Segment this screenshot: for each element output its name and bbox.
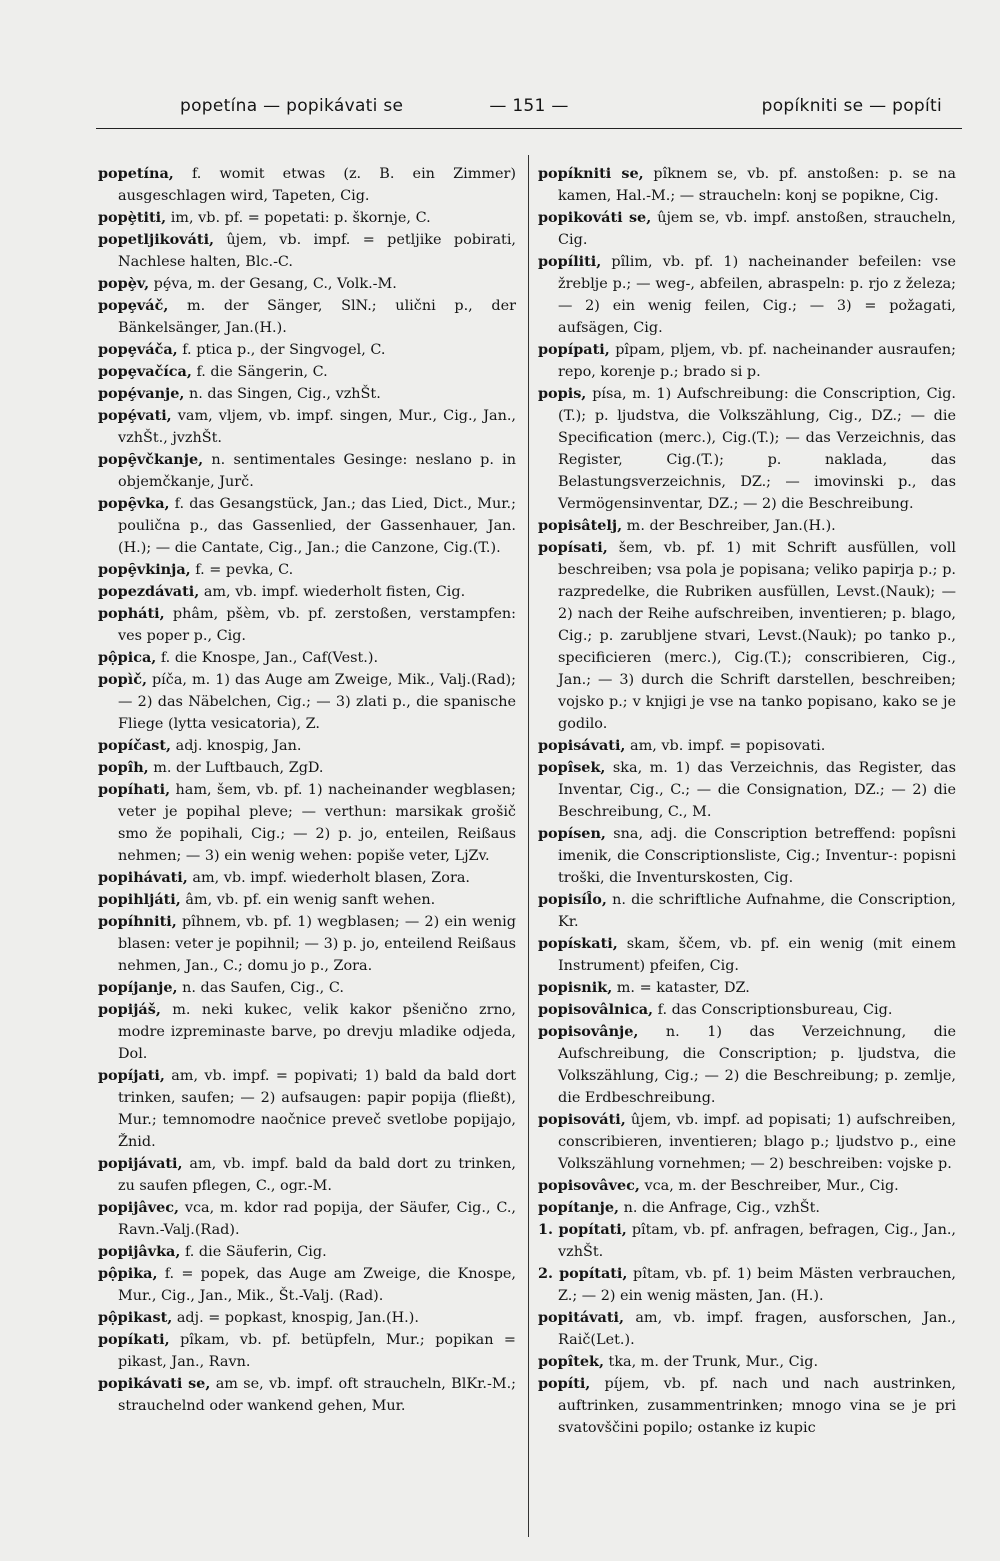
running-header bbox=[96, 92, 962, 120]
entry-headword: popis, bbox=[538, 385, 587, 402]
entry-definition: ûjem, vb. impf. = petljike pobirati, Nachlese halten, Blc.-C. bbox=[118, 232, 516, 270]
entry-headword: pộpica, bbox=[98, 649, 157, 666]
entry-headword: popisovâvec, bbox=[538, 1177, 640, 1194]
dictionary-entry bbox=[98, 911, 516, 977]
entry-headword: popíjanje, bbox=[98, 979, 178, 996]
entry-definition: am, vb. impf. wiederholt fisten, Cig. bbox=[199, 584, 466, 600]
dictionary-entry bbox=[538, 823, 956, 889]
page-number: — 151 — bbox=[489, 96, 569, 116]
entry-definition: šem, vb. pf. 1) mit Schrift ausfüllen, voll beschreiben; vsa pola je popisana; veliko papirja p.; p. razpredelke, die Rubriken ausfüllen, Levst.(Nauk); — 2) nach der Reihe aufschreiben, inventieren; p. blago, Cig.; p. zarubljene stvari, Levst.(Nauk); po tanko p., specificieren (merc.), Cig.(T.); conscribieren, Cig., Jan.; — 3) durch die Schrift darstellen, beschreiben; vojsko p.; v knjigi je vse na tanko popisano, kako se je godilo. bbox=[558, 540, 956, 732]
dictionary-entry bbox=[538, 1175, 956, 1197]
dictionary-entry bbox=[538, 383, 956, 515]
entry-definition: skam, ščem, vb. pf. ein wenig (mit einem Instrument) pfeifen, Cig. bbox=[558, 936, 956, 974]
right-column bbox=[538, 163, 956, 1439]
entry-headword: popísen, bbox=[538, 825, 606, 842]
dictionary-entry bbox=[98, 295, 516, 339]
dictionary-entry bbox=[98, 1197, 516, 1241]
header-rule bbox=[96, 128, 962, 129]
entry-definition: píjem, vb. pf. nach und nach austrinken, auftrinken, zusammentrinken; mnogo vina se je pri svatovščini popilo; ostanke iz kupic bbox=[558, 1376, 956, 1436]
entry-headword: popíliti, bbox=[538, 253, 602, 270]
entry-definition: f. das Gesangstück, Jan.; das Lied, Dict., Mur.; poulična p., das Gassenlied, der Gassenhauer, Jan.(H.); — die Cantate, Cig., Jan.; die Canzone, Cig.(T.). bbox=[118, 496, 516, 556]
entry-headword: popisíl̂o, bbox=[538, 891, 607, 908]
dictionary-entry bbox=[98, 977, 516, 999]
entry-definition: n. die Anfrage, Cig., vzhŠt. bbox=[619, 1200, 820, 1216]
dictionary-entry bbox=[98, 735, 516, 757]
header-left-guideword: popetína — popikávati se bbox=[180, 96, 404, 116]
entry-definition: pîknem se, vb. pf. anstoßen: p. se na kamen, Hal.-M.; — straucheln: konj se popikne, Cig. bbox=[558, 166, 957, 204]
entry-headword: popíčast, bbox=[98, 737, 172, 754]
entry-headword: popisnik, bbox=[538, 979, 613, 996]
entry-definition: píča, m. 1) das Auge am Zweige, Mik., Valj.(Rad); — 2) das Näbelchen, Cig.; — 3) zlati p., die spanische Fliege (lytta vesicatoria), Z. bbox=[118, 672, 516, 732]
entry-definition: ûjem, vb. impf. ad popisati; 1) aufschreiben, conscribieren, inventieren; blago p.; ljudstvo p., eine Volkszählung vornehmen; — 2) beschreiben: vojske p. bbox=[558, 1112, 956, 1172]
dictionary-entry bbox=[98, 603, 516, 647]
entry-headword: popísati, bbox=[538, 539, 608, 556]
entry-definition: f. das Conscriptionsbureau, Cig. bbox=[653, 1002, 893, 1018]
entry-definition: m. der Beschreiber, Jan.(H.). bbox=[622, 518, 836, 534]
entry-definition: n. das Singen, Cig., vzhŠt. bbox=[184, 386, 381, 402]
dictionary-entry bbox=[98, 581, 516, 603]
entry-headword: popîh, bbox=[98, 759, 149, 776]
dictionary-entry bbox=[98, 229, 516, 273]
entry-headword: popihljáti, bbox=[98, 891, 181, 908]
dictionary-entry bbox=[98, 361, 516, 383]
dictionary-entry bbox=[98, 1373, 516, 1417]
dictionary-entry bbox=[98, 493, 516, 559]
dictionary-entry bbox=[538, 1219, 956, 1263]
entry-definition: m. neki kukec, velik kakor pšenično zrno, modre izpreminaste barve, po drevju mladike odjeda, Dol. bbox=[118, 1002, 516, 1062]
entry-definition: f. die Säuferin, Cig. bbox=[180, 1244, 327, 1260]
entry-headword: popȩvačíca, bbox=[98, 363, 192, 380]
entry-definition: ûjem se, vb. impf. anstoßen, straucheln, Cig. bbox=[558, 210, 956, 248]
entry-definition: am, vb. impf. wiederholt blasen, Zora. bbox=[187, 870, 471, 886]
dictionary-entry bbox=[98, 647, 516, 669]
entry-headword: popisâtelj, bbox=[538, 517, 623, 534]
entry-definition: pȩ́va, m. der Gesang, C., Volk.-M. bbox=[149, 276, 397, 292]
dictionary-entry bbox=[98, 405, 516, 449]
dictionary-entry bbox=[538, 977, 956, 999]
dictionary-entry bbox=[538, 515, 956, 537]
entry-definition: m. = kataster, DZ. bbox=[612, 980, 750, 996]
left-column bbox=[98, 163, 516, 1417]
dictionary-entry bbox=[538, 1307, 956, 1351]
dictionary-entry bbox=[538, 1197, 956, 1219]
entry-definition: pîpam, pljem, vb. pf. nacheinander ausraufen; repo, korenje p.; brado si p. bbox=[558, 342, 956, 380]
entry-headword: popisováti, bbox=[538, 1111, 626, 1128]
column-divider bbox=[528, 155, 529, 1537]
entry-headword: popisovânje, bbox=[538, 1023, 639, 1040]
dictionary-entry bbox=[538, 1263, 956, 1307]
entry-definition: adj. = popkast, knospig, Jan.(H.). bbox=[172, 1310, 419, 1326]
entry-definition: f. ptica p., der Singvogel, C. bbox=[177, 342, 386, 358]
dictionary-entry bbox=[98, 207, 516, 229]
entry-definition: vca, m. der Beschreiber, Mur., Cig. bbox=[639, 1178, 899, 1194]
entry-headword: popítanje, bbox=[538, 1199, 619, 1216]
entry-headword: pộpikast, bbox=[98, 1309, 173, 1326]
entry-definition: písa, m. 1) Aufschreibung: die Conscription, Cig.(T.); p. ljudstva, die Volkszählung, Cig., DZ.; — die Specification (merc.), Cig.(T.); — das Verzeichnis, das Register, Cig.(T.); p. naklada, das Belastungsverzeichnis, DZ.; — imovinski p., das Vermögensinventar, DZ.; — 2) die Beschreibung. bbox=[558, 386, 956, 512]
entry-headword: popíhniti, bbox=[98, 913, 177, 930]
header-right-guideword: popíkniti se — popíti bbox=[761, 96, 942, 116]
dictionary-entry bbox=[98, 779, 516, 867]
entry-definition: vam, vljem, vb. impf. singen, Mur., Cig., Jan., vzhŠt., jvzhŠt. bbox=[118, 408, 516, 446]
dictionary-entry bbox=[538, 735, 956, 757]
entry-definition: vca, m. kdor rad popija, der Säufer, Cig., C., Ravn.-Valj.(Rad). bbox=[118, 1200, 516, 1238]
entry-definition: m. der Luftbauch, ZgD. bbox=[148, 760, 324, 776]
entry-headword: popíjati, bbox=[98, 1067, 165, 1084]
entry-definition: f. = pevka, C. bbox=[190, 562, 294, 578]
entry-headword: popezdávati, bbox=[98, 583, 200, 600]
entry-headword: popetína, bbox=[98, 165, 174, 182]
entry-headword: popȩ́vati, bbox=[98, 407, 172, 424]
entry-headword: popîsek, bbox=[538, 759, 606, 776]
entry-definition: ska, m. 1) das Verzeichnis, das Register, das Inventar, Cig., C.; — die Consignation, DZ.; — 2) die Beschreibung, C., M. bbox=[558, 760, 956, 820]
dictionary-entry bbox=[538, 757, 956, 823]
entry-definition: pîtam, vb. pf. anfragen, befragen, Cig., Jan., vzhŠt. bbox=[558, 1222, 956, 1260]
entry-headword: popikováti se, bbox=[538, 209, 652, 226]
entry-headword: popískati, bbox=[538, 935, 618, 952]
entry-headword: popípati, bbox=[538, 341, 610, 358]
entry-headword: popitávati, bbox=[538, 1309, 624, 1326]
dictionary-entry bbox=[538, 251, 956, 339]
entry-headword: popetljikováti, bbox=[98, 231, 215, 248]
dictionary-entry bbox=[98, 999, 516, 1065]
entry-headword: popháti, bbox=[98, 605, 165, 622]
dictionary-entry bbox=[98, 1307, 516, 1329]
entry-headword: popikávati se, bbox=[98, 1375, 211, 1392]
dictionary-entry bbox=[98, 867, 516, 889]
entry-definition: tka, m. der Trunk, Mur., Cig. bbox=[603, 1354, 819, 1370]
entry-headword: popíhati, bbox=[98, 781, 171, 798]
dictionary-entry bbox=[98, 1263, 516, 1307]
entry-definition: phâm, pšèm, vb. pf. zerstoßen, verstampfen: ves poper p., Cig. bbox=[118, 606, 516, 644]
entry-headword: popîtek, bbox=[538, 1353, 604, 1370]
entry-headword: popȩ̀v, bbox=[98, 275, 150, 292]
dictionary-entry bbox=[98, 1153, 516, 1197]
entry-headword: popȩ̑vkinja, bbox=[98, 561, 191, 578]
entry-headword: popȩ̀titi, bbox=[98, 209, 167, 226]
entry-headword: popȩ̑vka, bbox=[98, 495, 170, 512]
dictionary-entry bbox=[538, 889, 956, 933]
entry-definition: am se, vb. impf. oft straucheln, BlKr.-M.; strauchelnd oder wankend gehen, Mur. bbox=[118, 1376, 516, 1414]
entry-definition: f. die Sängerin, C. bbox=[191, 364, 328, 380]
dictionary-entry bbox=[98, 449, 516, 493]
entry-headword: popíkniti se, bbox=[538, 165, 644, 182]
dictionary-entry bbox=[98, 1329, 516, 1373]
dictionary-entry bbox=[98, 163, 516, 207]
entry-headword: popijávati, bbox=[98, 1155, 183, 1172]
entry-headword: 2. popítati, bbox=[538, 1265, 628, 1282]
dictionary-entry bbox=[98, 889, 516, 911]
entry-headword: popìč, bbox=[98, 671, 147, 688]
dictionary-entry bbox=[538, 163, 956, 207]
entry-definition: am, vb. impf. = popivati; 1) bald da bald dort trinken, saufen; — 2) aufsaugen: papir popija (fließt), Mur.; temnomodre naočnice preveč svetlobe popijajo, Žnid. bbox=[118, 1068, 516, 1150]
entry-definition: ham, šem, vb. pf. 1) nacheinander wegblasen; veter je popihal pleve; — verthun: marsikak grošič smo že popihali, Cig.; — 2) p. jo, enteilen, Reißaus nehmen; — 3) ein wenig wehen: popiše veter, LjZv. bbox=[118, 782, 516, 864]
dictionary-entry bbox=[98, 339, 516, 361]
entry-definition: adj. knospig, Jan. bbox=[171, 738, 302, 754]
entry-headword: popijâvka, bbox=[98, 1243, 181, 1260]
dictionary-entry bbox=[538, 537, 956, 735]
entry-definition: m. der Sänger, SlN.; ulični p., der Bänkelsänger, Jan.(H.). bbox=[118, 298, 516, 336]
dictionary-entry bbox=[98, 1241, 516, 1263]
dictionary-entry bbox=[538, 999, 956, 1021]
dictionary-entry bbox=[538, 1373, 956, 1439]
entry-headword: popisávati, bbox=[538, 737, 626, 754]
dictionary-entry bbox=[538, 339, 956, 383]
dictionary-entry bbox=[98, 273, 516, 295]
dictionary-entry bbox=[538, 933, 956, 977]
entry-headword: popȩ́vanje, bbox=[98, 385, 185, 402]
dictionary-entry bbox=[98, 669, 516, 735]
entry-headword: 1. popítati, bbox=[538, 1221, 627, 1238]
entry-definition: f. = popek, das Auge am Zweige, die Knospe, Mur., Cig., Jan., Mik., Št.-Valj. (Rad). bbox=[118, 1266, 516, 1304]
entry-headword: popijâvec, bbox=[98, 1199, 180, 1216]
entry-headword: popȩváč, bbox=[98, 297, 169, 314]
entry-headword: popȩ̑včkanje, bbox=[98, 451, 204, 468]
entry-definition: pîhnem, vb. pf. 1) wegblasen; — 2) ein wenig blasen: veter je popihnil; — 3) p. jo, enteilend Reißaus nehmen, Jan., C.; domu jo p., Zora. bbox=[118, 914, 516, 974]
entry-definition: im, vb. pf. = popetati: p. škornje, C. bbox=[166, 210, 431, 226]
entry-headword: popihávati, bbox=[98, 869, 188, 886]
entry-definition: n. das Saufen, Cig., C. bbox=[177, 980, 344, 996]
entry-headword: popíti, bbox=[538, 1375, 591, 1392]
dictionary-entry bbox=[98, 383, 516, 405]
entry-definition: f. womit etwas (z. B. ein Zimmer) ausgeschlagen wird, Tapeten, Cig. bbox=[118, 166, 516, 204]
entry-definition: pîkam, vb. pf. betüpfeln, Mur.; popikan = pikast, Jan., Ravn. bbox=[118, 1332, 516, 1370]
dictionary-entry bbox=[538, 207, 956, 251]
dictionary-entry bbox=[98, 559, 516, 581]
entry-definition: am, vb. impf. fragen, ausforschen, Jan., Raič(Let.). bbox=[558, 1310, 956, 1348]
entry-definition: n. die schriftliche Aufnahme, die Conscription, Kr. bbox=[558, 892, 956, 930]
entry-definition: pîtam, vb. pf. 1) beim Mästen verbrauchen, Z.; — 2) ein wenig mästen, Jan. (H.). bbox=[558, 1266, 956, 1304]
dictionary-entry bbox=[98, 757, 516, 779]
entry-definition: am, vb. impf. bald da bald dort zu trinken, zu saufen pflegen, C., ogr.-M. bbox=[118, 1156, 516, 1194]
dictionary-entry bbox=[538, 1351, 956, 1373]
entry-definition: n. 1) das Verzeichnung, die Aufschreibung, die Conscription; p. ljudstva, die Volkszählung, Cig.; — 2) die Beschreibung; p. zemlje, die Erdbeschreibung. bbox=[558, 1024, 956, 1106]
entry-headword: popȩváča, bbox=[98, 341, 178, 358]
entry-definition: f. die Knospe, Jan., Caf(Vest.). bbox=[156, 650, 379, 666]
entry-headword: popijáš, bbox=[98, 1001, 161, 1018]
entry-definition: pîlim, vb. pf. 1) nacheinander befeilen: vse žreblje p.; — weg-, abfeilen, abraspeln: p. rjo z železa; — 2) ein wenig feilen, Cig.; — 3) = požagati, aufsägen, Cig. bbox=[558, 254, 956, 336]
entry-definition: am, vb. impf. = popisovati. bbox=[625, 738, 826, 754]
dictionary-entry bbox=[98, 1065, 516, 1153]
entry-definition: n. sentimentales Gesinge: neslano p. in objemčkanje, Jurč. bbox=[118, 452, 516, 490]
entry-headword: popíkati, bbox=[98, 1331, 170, 1348]
entry-definition: sna, adj. die Conscription betreffend: popîsni imenik, die Conscriptionsliste, Cig.; Inventur-: popisni troški, die Inventurskosten, Cig. bbox=[558, 826, 956, 886]
dictionary-entry bbox=[538, 1109, 956, 1175]
entry-definition: âm, vb. pf. ein wenig sanft wehen. bbox=[180, 892, 436, 908]
dictionary-entry bbox=[538, 1021, 956, 1109]
entry-headword: popisovâlnica, bbox=[538, 1001, 654, 1018]
entry-headword: pộpika, bbox=[98, 1265, 158, 1282]
